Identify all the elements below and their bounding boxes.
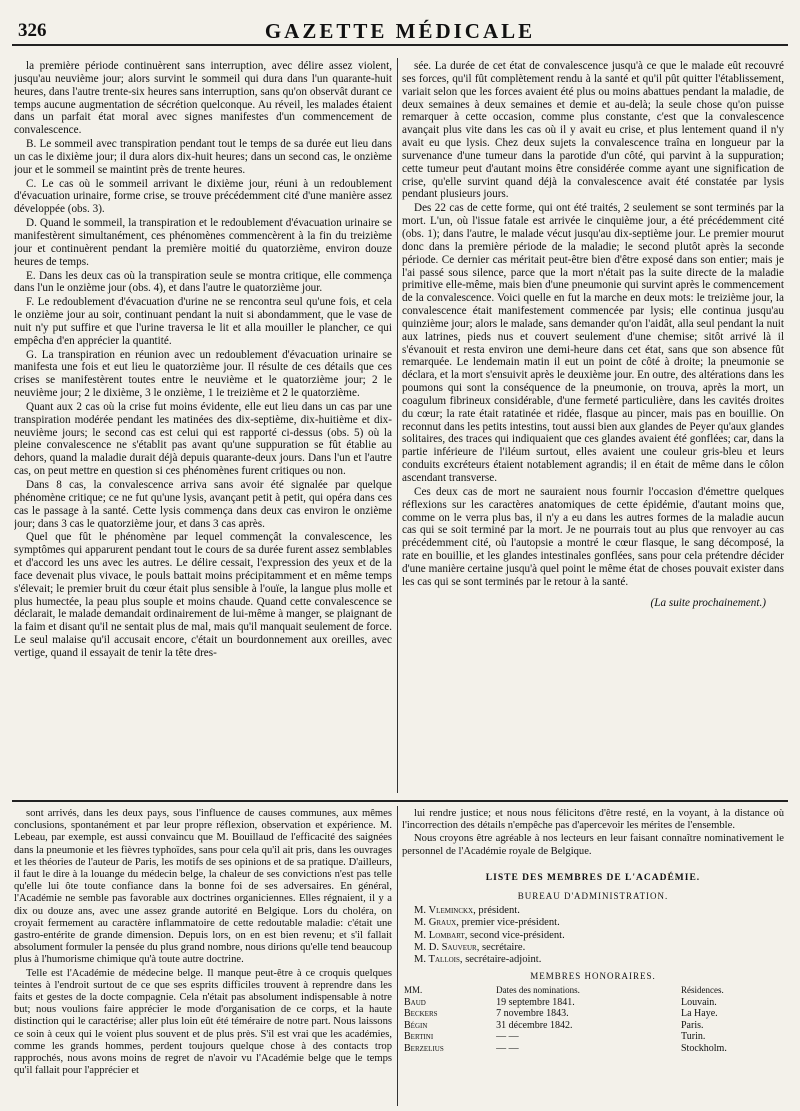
paragraph: G. La transpiration en réunion avec un redoublement d'évacuation urinaire se manifesta une fois et eut lieu le quatorzième jour. Il résulte de ces détails que ces crises se manifestèrent toutes entre le neuvième et le quatorzième jour; 2 le neuvième jour; 2 le dixième, 3 le onzième, 1 le treizième et 2 le quatorzième.: [14, 348, 392, 400]
bureau-item: [402, 917, 784, 929]
table-row: [402, 1031, 784, 1043]
table-row: [402, 1020, 784, 1032]
paragraph: Telle est l'Académie de médecine belge. Il manque peut-être à ce croquis quelques teintes à l'endroit surtout de ce que ses esprits difficiles trouvent à reprendre dans les faits et gestes de la docte compagnie. Cela n'était pas absolument indispensable à notre but; nous voulions faire apprécier le mode d'organisation de ce corps, et la haute distinction qui le caractérise; aller plus loin eût été téméraire de notre part. Nous laissons ce soin à ceux qui le voient plus souvent et de plus près. S'il est vrai que les académies, comme les grands hommes, perdent toujours quelque chose à des contacts trop rapprochés, nous avons moins de regret de n'avoir vu l'Académie belge que le temps qu'il fallait pour l'apprécier et: [14, 967, 392, 1077]
nomination-date: 19 septembre 1841.: [496, 996, 575, 1008]
paragraph: Dans 8 cas, la convalescence arriva sans avoir été signalée par quelque phénomène critique; ce ne fut qu'une lysis, avançant petit à petit, qui opéra dans ces cas le passage à la santé. Cette lysis commença dans deux cas environ le onzième jour; dans 3 cas le quatorzième jour, et dans 3 cas après.: [14, 479, 392, 530]
paragraph: lui rendre justice; et nous nous félicitons d'être resté, en la voyant, à la distance où l'incorrection des détails n'empêche pas d'apercevoir les mérites de l'ensemble.: [402, 808, 784, 832]
paragraph: sont arrivés, dans les deux pays, sous l'influence de causes communes, aux mêmes conclusions, spontanément et par leur propre réflexion, observation et expérience. M. Lebeau, par exemple, est aussi convaincu que M. Bouillaud de l'efficacité des saignées dans la pneumonie et les fièvres typhoïdes, sans pour cela qu'il ait pris, dans les ouvrages et les théories de l'auteur de Paris, les motifs de ses opinions et de sa pratique. D'ailleurs, il faut le dire à la louange du médecin belge, la chaleur de ses convictions n'est pas telle qu'elle lui ôte toute confiance dans la bonne foi de ses adversaires. En général, l'Académie ne semble pas favorable aux doctrines organiciennes. Elles régnaient, il y a dix ou douze ans, avec une assez grande autorité en Belgique. Lors du choléra, on croyait fermement au caractère inflammatoire de cette redoutable maladie: c'était une gastro-entérite de grande dimension. Depuis lors, on en est bien revenu; et s'il fallait absolument formuler la pensée du plus grand nombre, nous dirions qu'elle tend beaucoup plus à l'humorisme chimique qu'à toute autre doctrine.: [14, 808, 392, 966]
member-role: , premier vice-président.: [456, 917, 560, 929]
feuilleton-column-right: [402, 808, 784, 1108]
member-name: Bégin: [404, 1019, 428, 1031]
paragraph: la première période continuèrent sans interruption, avec délire assez violent, jusqu'au neuvième jour; alors survint le sommeil qui dura dans l'un quarante-huit heures, dans l'autre trente-six heures sans interruption, sans qu'on observât durant ce temps aucune augmentation de sécrétion quelconque. Au réveil, les malades étaient dans un parfait état moral avec signes manifestes d'un commencement de convalescence.: [14, 60, 392, 137]
residence: Louvain.: [680, 996, 717, 1008]
member-role: , président.: [473, 905, 520, 917]
nomination-date: — —: [496, 1031, 519, 1043]
member-name: Beckers: [404, 1008, 438, 1020]
table-row: [402, 1008, 784, 1020]
paragraph: Ces deux cas de mort ne sauraient nous fournir l'occasion d'émettre quelques réflexions sur les caractères anatomiques de cette épidémie, d'autant moins que, comme on le verra plus bas, il n'y a eu dans les autres formes de la maladie aucun cas qui se soit terminé par la mort. Je ne pourrais tout au plus que renvoyer au cas précédemment cité, où l'autopsie a montré le cœur flasque, le sang décomposé, la rate en bouillie, et les glandes intestinales gonflées, sans pour cela prétendre décider d'une manière certaine jusqu'à quel point le même état de choses pouvait exister dans les cas qui se sont terminés par le retour à la santé.: [402, 485, 784, 588]
residence: Stockholm.: [680, 1042, 727, 1054]
residence: Paris.: [680, 1019, 704, 1031]
nomination-date: 31 décembre 1842.: [496, 1019, 573, 1031]
member-role: , second vice-président.: [464, 929, 565, 941]
paragraph: Quant aux 2 cas où la crise fut moins évidente, elle eut lieu dans un cas par une transpiration modérée pendant les matinées des dix-septième, dix-huitième et dix-neuvième jours; le second cas est celui qui est rapporté ci-dessus (obs. 5) où la pleine convalescence ne s'établit pas avant qu'une suppuration se fût établie au dehors, quand la maladie durait déjà depuis quarante-deux jours. Dans l'un et l'autre cas, on peut mettre en question si ces phénomènes furent critiques ou non.: [14, 400, 392, 478]
paragraph: Nous croyons être agréable à nos lecteurs en leur faisant connaître nominativement le personnel de l'Académie royale de Belgique.: [402, 833, 784, 857]
residence: Turin.: [680, 1031, 706, 1043]
paragraph: sée. La durée de cet état de convalescence jusqu'à ce que le malade eût recouvré ses forces, qu'il fût complètement rendu à la santé et qu'il pût quitter l'établissement, variait selon que les forces avaient été plus ou moins abattues pendant la maladie, de deux semaines à deux semaines et demie et au-delà; la seule chose qu'on puisse remarquer à cette occasion, comme plus constante, c'est que la convalescence avançait plus vite dans les cas où il y avait eu crise, et plus lentement quand il n'y avait eu que lysis. Chez deux sujets la convalescence traîna en longueur par la survenance d'une tumeur dans la parotide d'un côté, qui parvint à la suppuration; cette tumeur peut d'autant moins être considérée comme ayant une signification de crise, qu'elle survint quand déjà la convalescence avait été constatée par lysis pendant plusieurs jours.: [402, 60, 784, 201]
honorary-members-title: MEMBRES HONORAIRES.: [530, 971, 656, 982]
bureau-item: [402, 930, 784, 942]
continued-note: (La suite prochainement.): [650, 596, 766, 609]
table-row: [402, 1043, 784, 1055]
member-name: M. Vleminckx: [414, 905, 474, 917]
column-divider: [397, 58, 398, 793]
nomination-date: 7 novembre 1843.: [496, 1008, 569, 1020]
bureau-item: [402, 954, 784, 966]
column-header: Dates des nominations.: [496, 985, 580, 996]
member-name: Baud: [404, 996, 426, 1008]
paragraph: E. Dans les deux cas où la transpiration seule se montra critique, elle commença dans l'un le onzième jour (obs. 4), et dans l'autre le quatorzième jour.: [14, 269, 392, 295]
column-divider: [397, 806, 398, 1106]
member-name: M. Graux: [414, 917, 457, 929]
member-role: , secrétaire-adjoint.: [459, 954, 542, 966]
column-header: Résidences.: [680, 985, 724, 996]
member-name: M. Tallois: [414, 954, 460, 966]
residence: La Haye.: [680, 1008, 718, 1020]
masthead-title: GAZETTE MÉDICALE: [264, 19, 536, 43]
bureau-title: BUREAU D'ADMINISTRATION.: [517, 891, 669, 902]
section-divider: [12, 800, 788, 802]
bureau-item: [402, 942, 784, 954]
page-number: 326: [18, 20, 47, 41]
member-name: Berzelius: [404, 1042, 444, 1054]
member-role: , secrétaire.: [476, 941, 526, 953]
paragraph: B. Le sommeil avec transpiration pendant tout le temps de sa durée eut lieu dans un cas le dixième jour; il dura alors dix-huit heures; dans un second cas, le onzième jour et le sommeil se maintint près de trente heures.: [14, 138, 392, 176]
article-column-left: [14, 60, 392, 790]
member-name: Bertini: [404, 1031, 434, 1043]
column-header: MM.: [404, 985, 423, 996]
bureau-item: [402, 905, 784, 917]
paragraph: F. Le redoublement d'évacuation d'urine ne se rencontra seul qu'une fois, et cela le onzième jour au soir, continuant pendant la nuit si abondamment, que le vase de nuit n'y put suffire et que l'urine traversa le lit et alla mouiller le plancher, ce qui empêcha d'en apprécier la quantité.: [14, 296, 392, 347]
bureau-list: [402, 905, 784, 966]
member-name: M. Lombart: [414, 929, 465, 941]
members-list-title: LISTE DES MEMBRES DE L'ACADÉMIE.: [485, 872, 701, 883]
feuilleton-column-left: [14, 808, 392, 1108]
page-header: [12, 18, 788, 46]
member-name: M. D. Sauveur: [414, 941, 477, 953]
paragraph: Quel que fût le phénomène par lequel commençât la convalescence, les symptômes qui apparurent pendant tout le cours de sa durée furent assez semblables et d'accord les uns avec les autres. Le délire cessait, l'expression des yeux et de la face devenait plus vivace, le pouls battait moins précipitamment et en même temps s'élevait; le premier bruit du cœur était plus sensible à l'ouïe, la langue plus molle et plus humectée, la peau plus souple et moins chaude. Quand cette convalescence se déclarait, le malade demandait ordinairement de lui-même à manger, se plaignant de la faim et disant qu'il ne sentait plus de mal, mais qu'il manquait seulement de force. Le seul malaise qu'il accusait encore, c'était un bourdonnement aux oreilles, avec vertige, quand il essayait de tenir la tête dres-: [14, 531, 392, 659]
table-header-row: [402, 985, 784, 997]
article-column-right: [402, 60, 784, 790]
honorary-members-table: [402, 985, 784, 1054]
table-row: [402, 997, 784, 1009]
paragraph: C. Le cas où le sommeil arrivant le dixième jour, réuni à un redoublement d'évacuation urinaire, forme crise, se trouve précédemment cité d'une manière assez développée (obs. 3).: [14, 177, 392, 216]
paragraph: Des 22 cas de cette forme, qui ont été traités, 2 seulement se sont terminés par la mort. L'un, où l'issue fatale est arrivée le cinquième jour, a été précédemment cité (obs. 1); dans l'autre, le malade vécut jusqu'au dix-septième jour. Le premier mourut donc dans la première période de la maladie; le second plutôt après la seconde période. Ce dernier cas méritait peut-être bien d'être exposé dans son entier; mais je l'ai passé sous silence, parce que la mort n'était pas la suite directe de la maladie primitive elle-même, mais bien d'une pneumonie qui survint après le commencement de la convalescence. Voici quelle en fut la marche en deux mots: le treizième jour, la convalescence était manifestement commencée par lysis; elle continua jusqu'au quinzième jour; alors le malade, sans demander qu'on l'aidât, alla seul pendant la nuit aux latrines, pieds nus et couvert seulement d'une chemise; sitôt arrivé là il s'évanouit et resta environ une demi-heure dans cet état, sans que son absence fût remarquée. Le lendemain matin il eut un point de côté à droite; la pneumonie se déclara, et la mort s'ensuivit après le deuxième jour. En outre, des altérations dans les poumons qui sont la conséquence de la pneumonie, on trouva, après la mort, un coagulum fibrineux considérable, d'une fermeté particulière, dans les cavités droites du cœur; la rate était ratatinée et ridée, flasque au pincer, mais pas en bouillie. On reconnut dans les petits intestins, tout aussi bien aux glandes de Peyer qu'aux glandes solitaires, des traces qui indiquaient que ces glandes avaient été gonflées; car, dans la partie inférieure de l'iléum surtout, elles avaient une couleur gris-bleu et leurs conduits excréteurs étaient notablement agrandis; il en était de même dans le côlon ascendant transverse.: [402, 202, 784, 484]
paragraph: D. Quand le sommeil, la transpiration et le redoublement d'évacuation urinaire se manifestèrent simultanément, ces phénomènes commencèrent à la fin du treizième jour et continuèrent pendant la première moitié du quatorzième, environ douze heures de temps.: [14, 217, 392, 268]
nomination-date: — —: [496, 1042, 519, 1054]
